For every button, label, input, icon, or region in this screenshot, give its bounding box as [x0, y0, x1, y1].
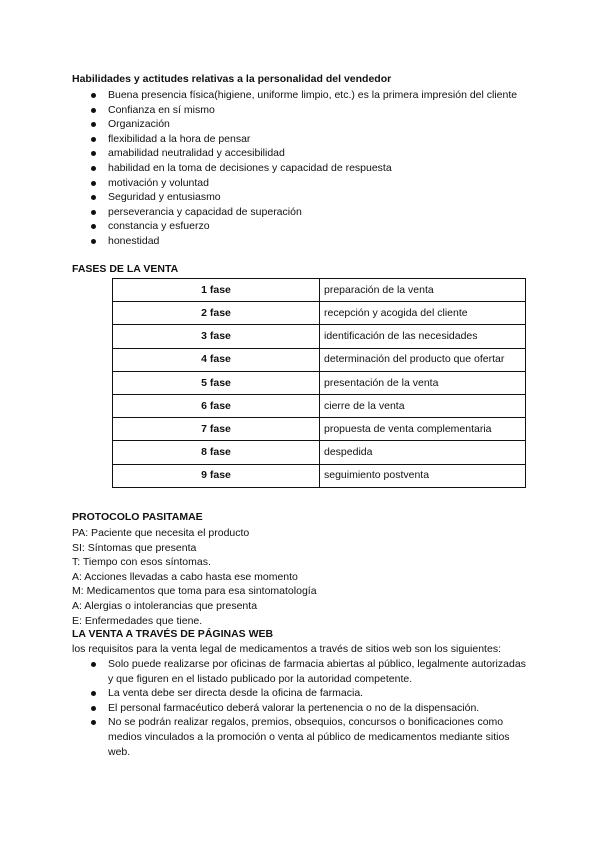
description-cell: preparación de la venta — [320, 279, 526, 302]
list-item: habilidad en la toma de decisiones y capacidad de respuesta — [89, 161, 529, 176]
table-row — [113, 394, 526, 417]
protocolo-line: T: Tiempo con esos síntomas. — [72, 556, 211, 569]
description-cell: identificación de las necesidades — [320, 325, 526, 348]
section-title-protocolo: PROTOCOLO PASITAMAE — [72, 511, 203, 523]
fases-table — [112, 278, 526, 488]
protocolo-line: E: Enfermedades que tiene. — [72, 614, 203, 627]
description-cell: propuesta de venta complementaria — [320, 418, 526, 441]
section-title-habilidades: Habilidades y actitudes relativas a la personalidad del vendedor — [72, 73, 392, 85]
list-item: Solo puede realizarse por oficinas de farmacia abiertas al público, legalmente autorizadas y que figuren en el listado publicado por la autoridad competente. — [89, 657, 529, 686]
list-item: flexibilidad a la hora de pensar — [89, 132, 529, 147]
phase-cell: 2 fase — [113, 302, 320, 325]
table-row — [113, 441, 526, 464]
list-item: perseverancia y capacidad de superación — [89, 205, 529, 220]
table-row — [113, 325, 526, 348]
list-item: constancia y esfuerzo — [89, 219, 529, 234]
table-row — [113, 302, 526, 325]
list-item: No se podrán realizar regalos, premios, obsequios, concursos o bonificaciones como medios vinculados a la promoción o venta al público de medicamentos mediante sitios web. — [89, 715, 529, 759]
description-cell: cierre de la venta — [320, 394, 526, 417]
phase-cell: 5 fase — [113, 371, 320, 394]
list-item: Seguridad y entusiasmo — [89, 190, 529, 205]
list-item: Organización — [89, 117, 529, 132]
phase-cell: 7 fase — [113, 418, 320, 441]
protocolo-line: A: Acciones llevadas a cabo hasta ese momento — [72, 570, 298, 583]
list-item: honestidad — [89, 234, 529, 249]
protocolo-line: SI: Síntomas que presenta — [72, 541, 197, 554]
protocolo-list — [72, 526, 317, 628]
description-cell: seguimiento postventa — [320, 464, 526, 487]
table-row — [113, 371, 526, 394]
description-cell: recepción y acogida del cliente — [320, 302, 526, 325]
phase-cell: 1 fase — [113, 279, 320, 302]
section-title-fases: FASES DE LA VENTA — [72, 263, 179, 275]
table-row — [113, 279, 526, 302]
table-row — [113, 464, 526, 487]
venta-web-list — [89, 657, 529, 759]
table-row — [113, 348, 526, 371]
section-title-venta-web: LA VENTA A TRAVÉS DE PÁGINAS WEB — [72, 628, 274, 640]
list-item: El personal farmacéutico deberá valorar la pertenencia o no de la dispensación. — [89, 701, 529, 716]
table-row — [113, 418, 526, 441]
description-cell: determinación del producto que ofertar — [320, 348, 526, 371]
phase-cell: 8 fase — [113, 441, 320, 464]
list-item: motivación y voluntad — [89, 176, 529, 191]
description-cell: presentación de la venta — [320, 371, 526, 394]
phase-cell: 4 fase — [113, 348, 320, 371]
habilidades-list — [89, 88, 529, 249]
phase-cell: 6 fase — [113, 394, 320, 417]
protocolo-line: A: Alergias o intolerancias que presenta — [72, 599, 258, 612]
list-item: La venta debe ser directa desde la oficina de farmacia. — [89, 686, 529, 701]
list-item: amabilidad neutralidad y accesibilidad — [89, 146, 529, 161]
description-cell: despedida — [320, 441, 526, 464]
venta-web-intro: los requisitos para la venta legal de medicamentos a través de sitios web son los siguientes: — [72, 643, 501, 655]
protocolo-line: M: Medicamentos que toma para esa sintomatología — [72, 585, 317, 598]
list-item: Buena presencia física(higiene, uniforme limpio, etc.) es la primera impresión del cliente — [89, 88, 529, 103]
protocolo-line: PA: Paciente que necesita el producto — [72, 527, 250, 539]
phase-cell: 9 fase — [113, 464, 320, 487]
list-item: Confianza en sí mismo — [89, 103, 529, 118]
phase-cell: 3 fase — [113, 325, 320, 348]
